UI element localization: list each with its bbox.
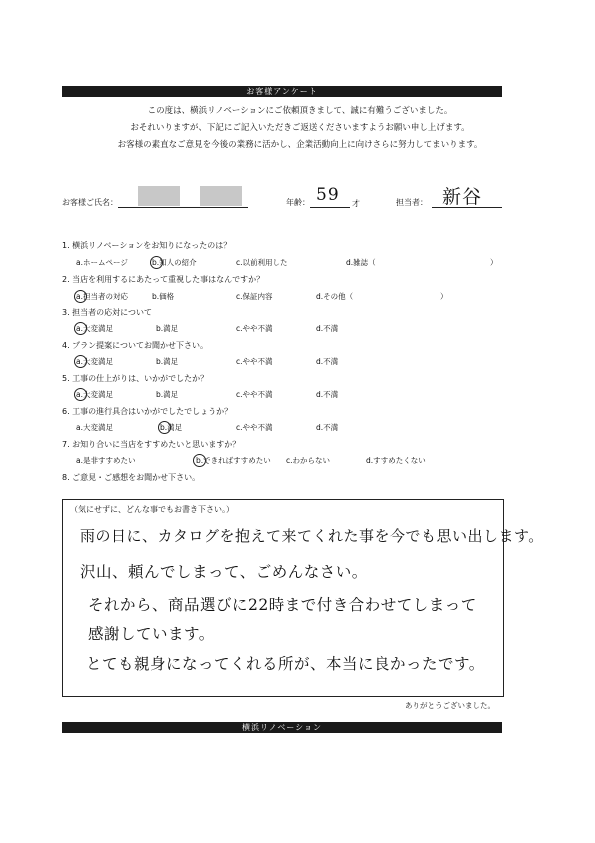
option-1c: c.以前利用した — [236, 258, 288, 267]
age-suffix: 才 — [352, 199, 360, 208]
question-2: 2. 当店を利用するにあたって重視した事はなんですか？ — [62, 275, 265, 284]
question-3: 3. 担当者の応対について — [62, 308, 153, 317]
selected-circle — [74, 388, 87, 401]
comment-line: とても親身になってくれる所が、本当に良かったです。 — [86, 655, 485, 673]
option-2c: c.保証内容 — [236, 292, 273, 301]
name-underline — [118, 207, 248, 208]
option-3b: b.満足 — [156, 324, 179, 333]
option-4b: b.満足 — [156, 357, 179, 366]
option-5a: a.大変満足 — [76, 390, 113, 399]
option-1b: b.知人の紹介 — [152, 258, 197, 267]
option-5d: d.不満 — [316, 390, 339, 399]
name-label: お客様ご氏名： — [62, 198, 118, 207]
option-3c: c.やや不満 — [236, 324, 273, 333]
question-1: 1. 横浜リノベーションをお知りになったのは？ — [62, 241, 232, 250]
option-6b: b.満足 — [160, 423, 183, 432]
comment-line: それから、商品選びに22時まで付き合わせてしまって — [88, 596, 477, 614]
option-6a: a.大変満足 — [76, 423, 113, 432]
question-6: 6. 工事の進行具合はいかがでしたでしょうか？ — [62, 407, 233, 416]
thanks-note: ありがとうございました。 — [405, 701, 495, 710]
option-7a: a.是非すすめたい — [76, 456, 136, 465]
selected-circle — [193, 454, 206, 467]
option-1a: a.ホームページ — [76, 258, 128, 267]
option-1d: d.雑誌（ — [346, 258, 376, 267]
intro-line: お客様の素直なご意見を今後の業務に活かし、企業活動向上に向けさらに努力してまいります。 — [117, 140, 483, 150]
question-7: 7. お知り合いに当店をすすめたいと思いますか？ — [62, 440, 241, 449]
staff-label: 担当者： — [396, 198, 428, 207]
selected-circle — [74, 322, 87, 335]
option-2b: b.価格 — [152, 292, 175, 301]
option-3d: d.不満 — [316, 324, 339, 333]
option-3a: a.大変満足 — [76, 324, 113, 333]
survey-title: お客様アンケート — [246, 87, 318, 96]
option-6d: d.不満 — [316, 423, 339, 432]
option-2d: d.その他（ — [316, 292, 354, 301]
intro-text — [40, 103, 560, 154]
selected-circle — [74, 355, 87, 368]
option-4c: c.やや不満 — [236, 357, 273, 366]
question-5: 5. 工事の仕上がりは、いかがでしたか？ — [62, 374, 209, 383]
redacted-name — [200, 186, 242, 206]
comment-hint: （気にせずに、どんな事でもお書き下さい。） — [70, 505, 234, 514]
option-6c: c.やや不満 — [236, 423, 273, 432]
option-2a: a.担当者の対応 — [76, 292, 128, 301]
option-4a: a.大変満足 — [76, 357, 113, 366]
footer-bar — [62, 722, 502, 733]
option-5c: c.やや不満 — [236, 390, 273, 399]
option-7b: b.できればすすめたい — [196, 456, 271, 465]
option-7c: c.わからない — [286, 456, 331, 465]
question-4: 4. プラン提案についてお聞かせ下さい。 — [62, 341, 209, 350]
option-2d-close: ） — [440, 292, 448, 301]
comment-line: 沢山、頼んでしまって、ごめんなさい。 — [80, 563, 368, 581]
option-1d-close: ） — [490, 258, 498, 267]
option-7d: d.すすめたくない — [366, 456, 426, 465]
selected-circle — [150, 256, 163, 269]
option-5b: b.満足 — [156, 390, 179, 399]
intro-line: この度は、横浜リノベーションにご依頼頂きまして、誠に有難うございました。 — [147, 106, 453, 116]
option-4d: d.不満 — [316, 357, 339, 366]
question-8: 8. ご意見・ご感想をお聞かせ下さい。 — [62, 473, 201, 482]
comment-line: 雨の日に、カタログを抱えて来てくれた事を今でも思い出します。 — [80, 527, 544, 545]
intro-line: おそれいりますが、下記にご記入いただきご返送くださいますようお願い申し上げます。 — [130, 123, 470, 133]
age-value: 59 — [316, 185, 340, 205]
selected-circle — [74, 290, 87, 303]
selected-circle — [158, 421, 171, 434]
age-label: 年齢： — [286, 198, 310, 207]
age-underline — [310, 207, 350, 208]
footer-company: 横浜リノベーション — [241, 723, 323, 732]
staff-value: 新谷 — [442, 186, 483, 208]
comment-line: 感謝しています。 — [88, 625, 215, 643]
header-bar — [62, 86, 502, 97]
redacted-name — [138, 186, 180, 206]
